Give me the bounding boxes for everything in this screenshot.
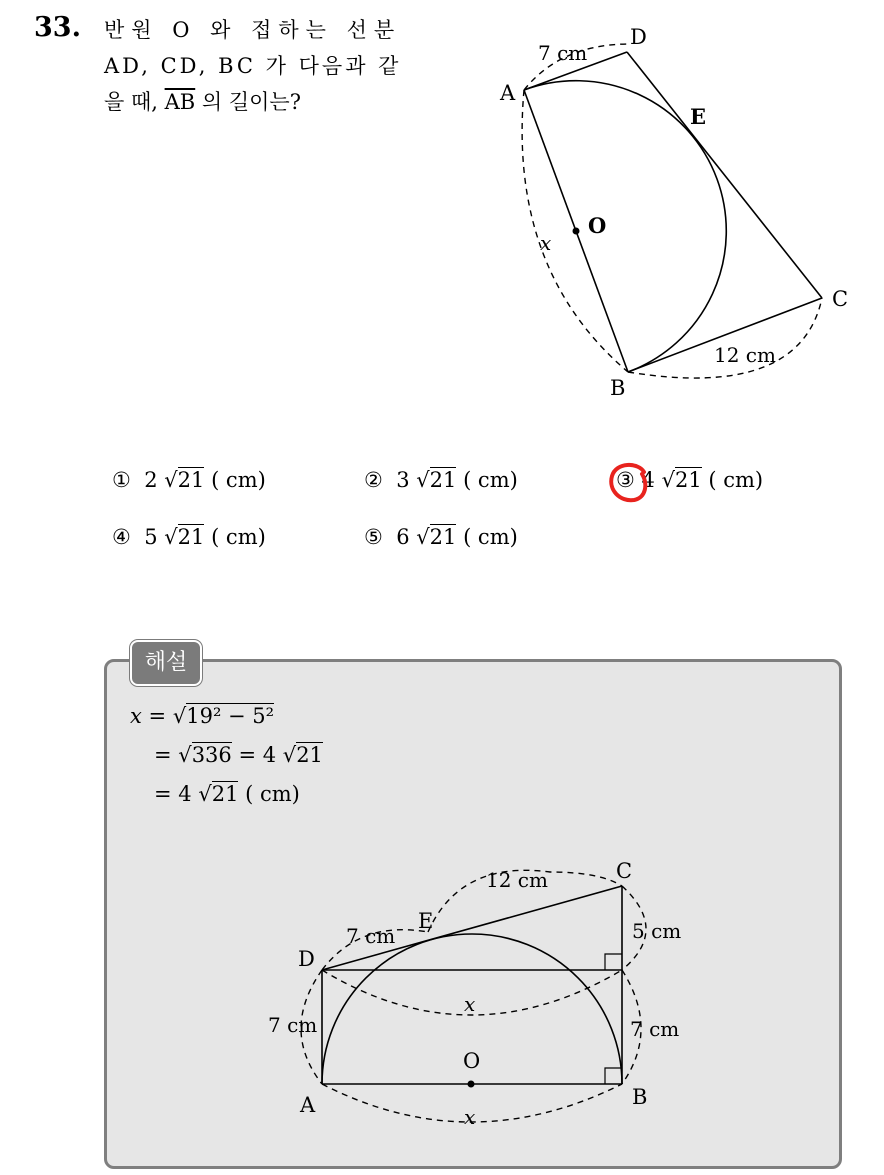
question-number: 33. xyxy=(34,12,81,43)
solution-radicand-2: 336 xyxy=(191,743,232,767)
length-de: 7 cm xyxy=(346,924,396,948)
label-x-bottom: x xyxy=(464,1105,476,1129)
sqrt-symbol: √ xyxy=(164,525,178,549)
solution-eq-1: = xyxy=(148,704,167,728)
length-bc: 12 cm xyxy=(714,343,776,367)
solution-radicand-1: 19² − 5² xyxy=(186,704,275,728)
choice-3-mark: ③ xyxy=(616,468,635,492)
sqrt-symbol: √ xyxy=(164,468,178,492)
solution-eq-2: = xyxy=(154,743,172,767)
length-ad-2: 7 cm xyxy=(268,1013,318,1037)
label-b-2: B xyxy=(632,1085,648,1109)
label-o: O xyxy=(588,213,607,238)
sqrt-symbol: √ xyxy=(416,468,430,492)
label-x-top: x xyxy=(464,992,476,1016)
choice-2-radicand: 21 xyxy=(429,468,457,492)
segment-ab: $\overline{AB}$ xyxy=(164,90,196,114)
label-e-2: E xyxy=(418,909,434,933)
choice-1-radicand: 21 xyxy=(177,468,205,492)
choice-2-coef: 3 xyxy=(396,468,410,492)
label-o-2: O xyxy=(463,1049,481,1073)
label-x: x xyxy=(540,231,552,255)
sqrt-symbol: √ xyxy=(282,743,297,767)
label-a: A xyxy=(500,81,516,105)
solution-eq-3: = 4 xyxy=(154,782,192,806)
choice-5-mark: ⑤ xyxy=(364,525,383,549)
choice-3-radicand: 21 xyxy=(674,468,702,492)
length-ec: 12 cm xyxy=(486,868,548,892)
label-c-2: C xyxy=(616,859,633,883)
choice-5-radicand: 21 xyxy=(429,525,457,549)
solution-tag: 해설 xyxy=(130,640,202,686)
choice-1-coef: 2 xyxy=(144,468,158,492)
choice-3-coef: 4 xyxy=(641,468,655,492)
choice-5-coef: 6 xyxy=(396,525,410,549)
choice-5-unit: ( cm) xyxy=(463,525,518,549)
center-o-dot-2 xyxy=(468,1081,475,1088)
sqrt-symbol: √ xyxy=(416,525,430,549)
choice-1-unit: ( cm) xyxy=(211,468,266,492)
choice-4-coef: 5 xyxy=(144,525,158,549)
length-ch: 5 cm xyxy=(632,919,682,943)
question-line-3-pre: 을 때, xyxy=(104,90,165,114)
length-hb: 7 cm xyxy=(630,1017,680,1041)
label-c: C xyxy=(832,287,849,311)
question-line-3-post: 의 길이는? xyxy=(195,90,301,114)
right-angle-mark-top xyxy=(605,954,622,970)
label-e: E xyxy=(690,104,707,129)
solution-rest-2: = 4 xyxy=(238,743,277,767)
choice-4-radicand: 21 xyxy=(177,525,205,549)
solution-x: x xyxy=(130,704,142,728)
label-d-2: D xyxy=(298,947,315,971)
solution-radicand-3: 21 xyxy=(211,782,239,806)
sqrt-symbol: √ xyxy=(661,468,675,492)
choice-4-unit: ( cm) xyxy=(211,525,266,549)
choice-2-mark: ② xyxy=(364,468,383,492)
solution-radicand-2b: 21 xyxy=(296,743,323,767)
choice-4-mark: ④ xyxy=(112,525,131,549)
question-line-1: 반원 O 와 접하는 선분 xyxy=(104,18,402,42)
label-b: B xyxy=(610,376,626,400)
sqrt-symbol: √ xyxy=(198,782,212,806)
sqrt-symbol: √ xyxy=(178,743,192,767)
sqrt-symbol: √ xyxy=(172,704,187,728)
length-ad: 7 cm xyxy=(538,41,588,65)
label-a-2: A xyxy=(300,1093,316,1117)
choice-2-unit: ( cm) xyxy=(463,468,518,492)
question-line-2: AD, CD, BC 가 다음과 같 xyxy=(104,54,402,78)
choice-1-mark: ① xyxy=(112,468,131,492)
label-d: D xyxy=(630,25,647,49)
choice-3-unit: ( cm) xyxy=(708,468,764,492)
solution-unit-3: ( cm) xyxy=(245,782,300,806)
right-angle-mark-bottom xyxy=(605,1068,622,1084)
